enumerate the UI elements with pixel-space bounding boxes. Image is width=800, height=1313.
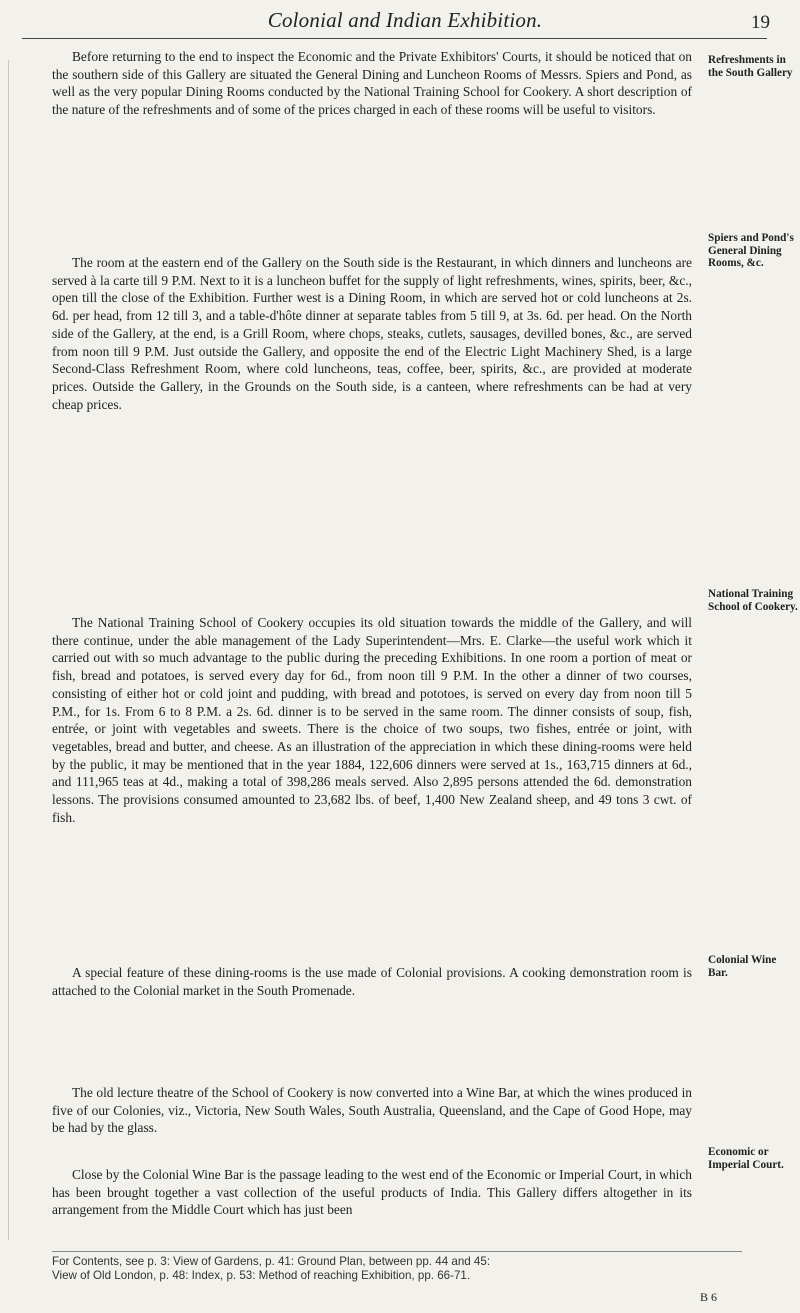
margin-note-cookery-school: National Training School of Cookery. <box>708 588 798 613</box>
margin-note-spiers-and-pond: Spiers and Pond's General Dining Rooms, &c. <box>708 232 794 270</box>
paragraph-colonial-provisions: A special feature of these dining-rooms is the use made of Colonial provisions. A cooking demonstration room is attached to the Colonial market in the South Promenade. <box>52 965 692 998</box>
page-number: 19 <box>751 12 770 33</box>
paragraph-wine-bar: The old lecture theatre of the School of Cookery is now converted into a Wine Bar, at which the wines produced in five of our Colonies, viz., Victoria, New South Wales, South Australia, Queensland, and the Cape of Good Hope, may be had by the glass. <box>52 1085 692 1136</box>
paragraph-economic-court: Close by the Colonial Wine Bar is the passage leading to the west end of the Economic or Imperial Court, in which has been brought together a vast collection of the useful products of India. This Gallery differs altogether in its arrangement from the Middle Court which has just been <box>52 1167 692 1218</box>
signature-mark: B 6 <box>700 1290 718 1304</box>
margin-note-economic-court: Economic or Imperial Court. <box>708 1146 784 1171</box>
margin-note-refreshments: Refreshments in the South Gallery <box>708 54 793 79</box>
paragraph-refreshments: Before returning to the end to inspect the Economic and the Private Exhibitors' Courts, it should be noticed that on the southern side of this Gallery are situated the General Dining and Luncheon Rooms of Messrs. Spiers and Pond, as well as the very popular Dining Rooms conducted by the National Training School for Cookery. A short description of the nature of the refreshments and of some of the prices charged in each of these rooms will be useful to visitors. <box>52 49 692 118</box>
margin-note-wine-bar: Colonial Wine Bar. <box>708 954 777 979</box>
paragraph-cookery-school: The National Training School of Cookery occupies its old situation towards the middle of the Gallery, and will there continue, under the able management of the Lady Superintendent—Mrs. E. Clarke—the useful work which it carried out with so much advantage to the public during the preceding Exhibitions. In one room a portion of meat or fish, bread and potatoes, is served every day for 6d., from noon till 9 P.M. In the other a dinner of two courses, consisting of either hot or cold joint and pudding, with bread and pototoes, is served on every day from noon till 5 P.M., for 1s. From 6 to 8 P.M. a 2s. 6d. dinner is to be served in the same room. The dinner consists of soup, fish, entrée, or joint with vegetables and sweets. There is the choice of two soups, two fishes, entrée or joint, with vegetables, bread and butter, and cheese. As an illustration of the appreciation in which these dining-rooms were held by the public, it may be mentioned that in the year 1884, 122,606 dinners were served at 1s., 163,715 dinners at 6d., and 111,965 teas at 4d., making a total of 398,286 meals served. Also 2,895 persons attended the 6d. demonstration lessons. The provisions consumed amounted to 23,682 lbs. of beef, 1,400 New Zealand sheep, and 49 tons 3 cwt. of fish. <box>52 615 692 825</box>
footer-line-contents: For Contents, see p. 3: View of Gardens, p. 41: Ground Plan, between pp. 44 and 45: <box>52 1255 491 1268</box>
header-rule <box>22 38 767 39</box>
page-edge-shadow <box>8 60 9 1240</box>
running-title: Colonial and Indian Exhibition. <box>267 8 543 32</box>
footer-line-index: View of Old London, p. 48: Index, p. 53: Method of reaching Exhibition, pp. 66-71. <box>52 1269 471 1282</box>
page-footer <box>52 1251 742 1283</box>
paragraph-spiers-and-pond: The room at the eastern end of the Gallery on the South side is the Restaurant, in which dinners and luncheons are served à la carte till 9 P.M. Next to it is a luncheon buffet for the supply of light refreshments, wines, spirits, beer, &c., open till the close of the Exhibition. Further west is a Dining Room, in which are served hot or cold luncheons at 2s. 6d. per head, from 12 till 3, and a table-d'hôte dinner at separate tables from 5 till 9, at 3s. 6d. per head. On the North side of the Gallery, at the end, is a Grill Room, where chops, steaks, cutlets, sausages, devilled bones, &c., are served from noon till 9 P.M. Just outside the Gallery, and opposite the end of the Electric Light Machinery Shed, is a large Second-Class Refreshment Room, where cold luncheons, teas, coffee, beer, spirits, &c., are provided at moderate prices. Outside the Gallery, in the Grounds on the South side, is a canteen, where refreshments can be had at very cheap prices. <box>52 255 692 412</box>
page-header <box>40 4 770 40</box>
